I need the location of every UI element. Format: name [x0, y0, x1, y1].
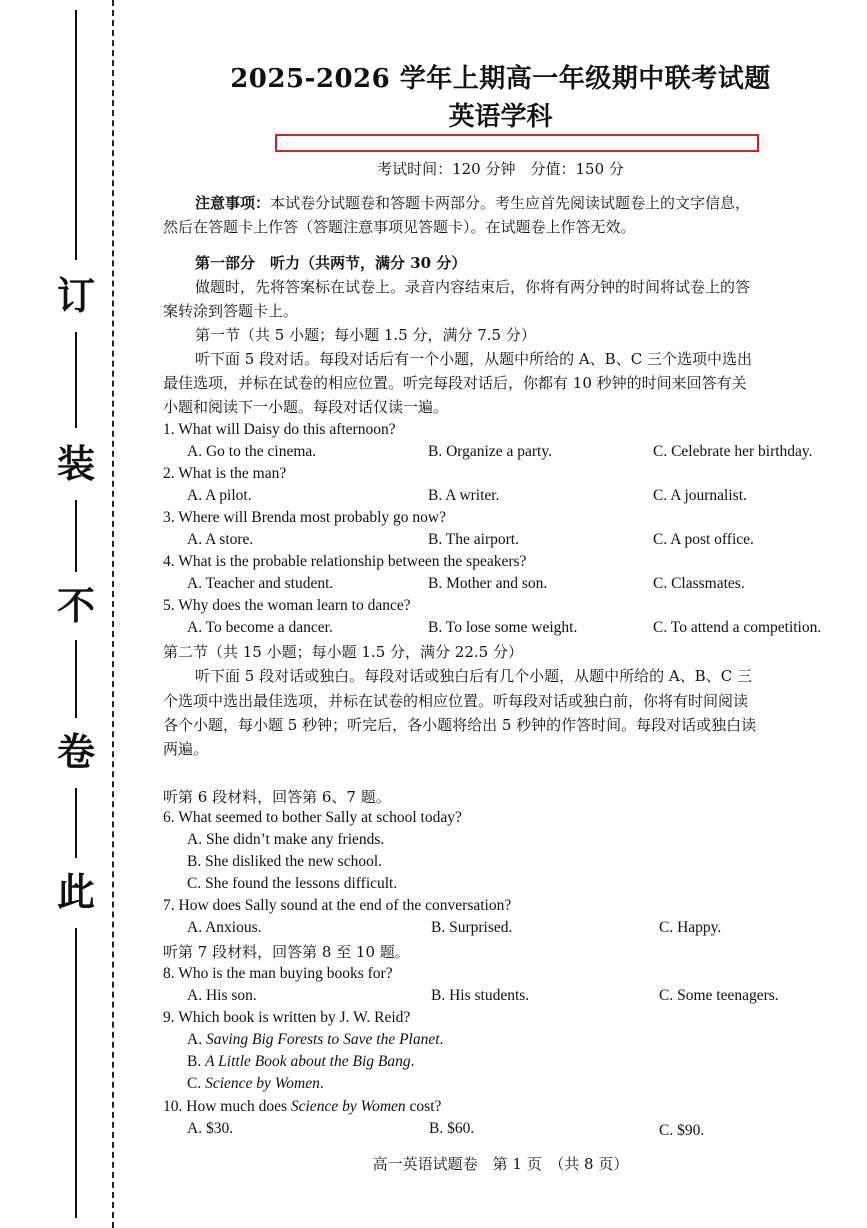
q10-option-c: C. $90.	[659, 1122, 705, 1139]
q9-a-title: Saving Big Forests to Save the Planet	[205, 1031, 440, 1048]
question-7: 7. How does Sally sound at the end of the conversation?	[163, 897, 512, 914]
section2-instr-2: 个选项中选出最佳选项，并标在试卷的相应位置。听每段对话或独白前，你将有时间阅读	[163, 692, 749, 710]
question-5: 5. Why does the woman learn to dance?	[163, 597, 411, 614]
margin-char-ci: 此	[56, 869, 95, 914]
part1-instr-2: 案转涂到答题卡上。	[163, 302, 299, 320]
q9-a-prefix: A.	[187, 1031, 206, 1048]
exam-title: 2025-2026 学年上期高一年级期中联考试题	[230, 64, 771, 94]
question-1: 1. What will Daisy do this afternoon?	[163, 421, 396, 438]
question-4: 4. What is the probable relationship between the speakers?	[163, 553, 527, 570]
q9-option-b	[187, 1053, 414, 1071]
q10-option-a: A. $30.	[187, 1120, 234, 1137]
margin-char-bu: 不	[56, 583, 95, 628]
q7-option-a: A. Anxious.	[187, 919, 262, 936]
margin-line	[75, 928, 77, 1218]
q4-option-b: B. Mother and son.	[428, 575, 548, 592]
question-9: 9. Which book is written by J. W. Reid?	[163, 1009, 411, 1026]
q10-option-b: B. $60.	[429, 1120, 475, 1137]
notice-line-1	[195, 192, 750, 214]
q9-b-end: .	[410, 1053, 415, 1070]
q7-option-c: C. Happy.	[659, 919, 722, 936]
q3-option-b: B. The airport.	[428, 531, 519, 548]
q6-option-b: B. She disliked the new school.	[187, 853, 383, 870]
q9-option-c	[187, 1075, 324, 1093]
q8-option-b: B. His students.	[431, 987, 530, 1004]
q4-option-a: A. Teacher and student.	[187, 575, 334, 592]
q5-option-c: C. To attend a competition.	[653, 619, 822, 636]
q1-option-c: C. Celebrate her birthday.	[653, 443, 813, 460]
page-footer: 高一英语试题卷 第 1 页 （共 8 页）	[372, 1155, 629, 1173]
section1-instr-1: 听下面 5 段对话。每段对话后有一个小题，从题中所给的 A、B、C 三个选项中选出	[195, 350, 752, 368]
question-2: 2. What is the man?	[163, 465, 287, 482]
question-10	[163, 1098, 441, 1116]
q9-b-prefix: B.	[187, 1053, 206, 1070]
q7-option-b: B. Surprised.	[431, 919, 513, 936]
margin-char-zhuang: 装	[56, 441, 95, 486]
q6-option-a: A. She didn’t make any friends.	[187, 831, 385, 848]
section2-title: 第二节（共 15 小题；每小题 1.5 分，满分 22.5 分）	[163, 643, 523, 661]
part1-title: 第一部分 听力（共两节，满分 30 分）	[195, 254, 467, 272]
redacted-box	[275, 134, 759, 152]
section2-instr-3: 各个小题，每小题 5 秒钟；听完后，各小题将给出 5 秒钟的作答时间。每段对话或独白读	[163, 716, 757, 734]
q4-option-c: C. Classmates.	[653, 575, 745, 592]
part1-instr-1: 做题时，先将答案标在试卷上。录音内容结束后，你将有两分钟的时间将试卷上的答	[195, 278, 751, 296]
q9-a-end: .	[439, 1031, 444, 1048]
cut-dashed-line	[112, 0, 114, 1228]
notice-label: 注意事项：	[195, 194, 271, 212]
margin-char-ding: 订	[56, 273, 95, 318]
section1-instr-2: 最佳选项，并标在试卷的相应位置。听完每段对话后，你都有 10 秒钟的时间来回答有关	[163, 374, 747, 392]
q10-stem-post: cost?	[405, 1098, 442, 1115]
q8-option-a: A. His son.	[187, 987, 257, 1004]
question-3: 3. Where will Brenda most probably go now?	[163, 509, 446, 526]
q3-option-a: A. A store.	[187, 531, 254, 548]
exam-subject: 英语学科	[448, 102, 553, 132]
margin-line	[75, 500, 77, 572]
q3-option-c: C. A post office.	[653, 531, 754, 548]
q2-option-a: A. A pilot.	[187, 487, 252, 504]
q6-option-c: C. She found the lessons difficult.	[187, 875, 398, 892]
margin-line	[75, 10, 77, 260]
q5-option-a: A. To become a dancer.	[187, 619, 333, 636]
material6-heading: 听第 6 段材料，回答第 6、7 题。	[163, 788, 391, 806]
section2-instr-4: 两遍。	[163, 740, 209, 758]
q9-option-a	[187, 1031, 443, 1049]
margin-line	[75, 640, 77, 718]
section2-instr-1: 听下面 5 段对话或独白。每段对话或独白后有几个小题，从题中所给的 A、B、C 三	[195, 667, 752, 685]
section1-title: 第一节（共 5 小题；每小题 1.5 分，满分 7.5 分）	[195, 326, 536, 344]
q1-option-a: A. Go to the cinema.	[187, 443, 317, 460]
question-8: 8. Who is the man buying books for?	[163, 965, 393, 982]
notice-text-1: 本试卷分试题卷和答题卡两部分。考生应首先阅读试题卷上的文字信息，	[270, 194, 751, 212]
q9-c-prefix: C.	[187, 1075, 206, 1092]
exam-info: 考试时间：120 分钟 分值：150 分	[377, 160, 624, 178]
margin-char-juan: 卷	[56, 729, 95, 774]
q9-b-title: A Little Book about the Big Bang	[205, 1053, 411, 1070]
section1-instr-3: 小题和阅读下一小题。每段对话仅读一遍。	[163, 398, 449, 416]
q2-option-b: B. A writer.	[428, 487, 500, 504]
material7-heading: 听第 7 段材料，回答第 8 至 10 题。	[163, 943, 410, 961]
q10-stem-pre: 10. How much does	[163, 1098, 291, 1115]
question-6: 6. What seemed to bother Sally at school today?	[163, 809, 462, 826]
q8-option-c: C. Some teenagers.	[659, 987, 779, 1004]
notice-line-2: 然后在答题卡上作答（答题注意事项见答题卡）。在试题卷上作答无效。	[163, 218, 636, 236]
q2-option-c: C. A journalist.	[653, 487, 747, 504]
q10-stem-title: Science by Women	[290, 1098, 406, 1115]
q5-option-b: B. To lose some weight.	[428, 619, 578, 636]
q9-c-title: Science by Women	[205, 1075, 320, 1092]
q1-option-b: B. Organize a party.	[428, 443, 552, 460]
margin-line	[75, 788, 77, 858]
binding-margin	[0, 0, 120, 1228]
q9-c-end: .	[319, 1075, 324, 1092]
margin-line	[75, 332, 77, 428]
